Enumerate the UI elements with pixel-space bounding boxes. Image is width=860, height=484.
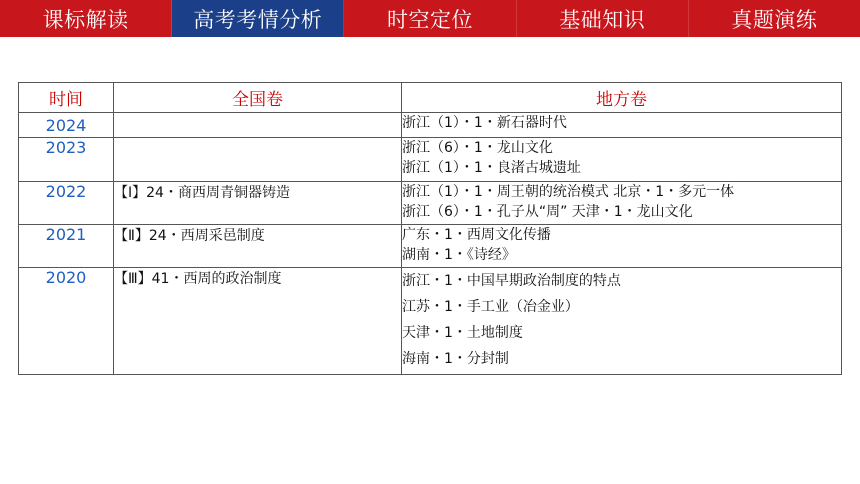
local-item: 浙江（6）・1・龙山文化 xyxy=(402,140,553,156)
header-local: 地方卷 xyxy=(402,83,842,113)
local-item: 海南・1・分封制 xyxy=(402,351,509,367)
local-item: 浙江（1）・1・周王朝的统治模式 北京・1・多元一体 xyxy=(402,184,735,200)
table-row xyxy=(19,182,842,225)
nav-tab-standard-interpretation[interactable]: 课标解读 xyxy=(0,0,172,37)
national-cell xyxy=(114,138,402,182)
exam-analysis-table xyxy=(18,82,842,375)
header-time: 时间 xyxy=(19,83,114,113)
national-cell: 【Ⅲ】41・西周的政治制度 xyxy=(114,268,402,375)
table-row xyxy=(19,225,842,268)
local-item: 湖南・1・《诗经》 xyxy=(402,247,516,263)
local-cell xyxy=(402,182,842,225)
nav-tab-time-space[interactable]: 时空定位 xyxy=(344,0,516,37)
local-cell xyxy=(402,113,842,138)
nav-tab-exam-practice[interactable]: 真题演练 xyxy=(731,7,818,32)
table-row xyxy=(19,113,842,138)
year-cell: 2020 xyxy=(19,268,114,375)
year-cell: 2024 xyxy=(19,113,114,138)
nav-tab-basic-knowledge[interactable]: 基础知识 xyxy=(517,0,689,37)
table-row xyxy=(19,138,842,182)
local-item: 江苏・1・手工业（冶金业） xyxy=(402,299,579,315)
local-item: 浙江（1）・1・新石器时代 xyxy=(402,115,567,131)
national-cell xyxy=(114,113,402,138)
table-header-row xyxy=(19,83,842,113)
year-cell: 2023 xyxy=(19,138,114,182)
local-item: 浙江・1・中国早期政治制度的特点 xyxy=(402,273,621,289)
table-row xyxy=(19,268,842,375)
year-cell: 2021 xyxy=(19,225,114,268)
nav-tab-exam-analysis[interactable]: 高考考情分析 xyxy=(172,0,344,37)
top-nav xyxy=(0,0,860,37)
local-item: 广东・1・西周文化传播 xyxy=(402,227,551,243)
local-cell xyxy=(402,268,842,375)
national-cell: 【Ⅰ】24・商西周青铜器铸造 xyxy=(114,182,402,225)
local-cell xyxy=(402,138,842,182)
header-national: 全国卷 xyxy=(114,83,402,113)
year-cell: 2022 xyxy=(19,182,114,225)
local-item: 浙江（1）・1・良渚古城遗址 xyxy=(402,160,581,176)
local-item: 天津・1・土地制度 xyxy=(402,325,523,341)
local-item: 浙江（6）・1・孔子从“周” 天津・1・龙山文化 xyxy=(402,204,693,220)
national-cell: 【Ⅱ】24・西周采邑制度 xyxy=(114,225,402,268)
local-cell xyxy=(402,225,842,268)
